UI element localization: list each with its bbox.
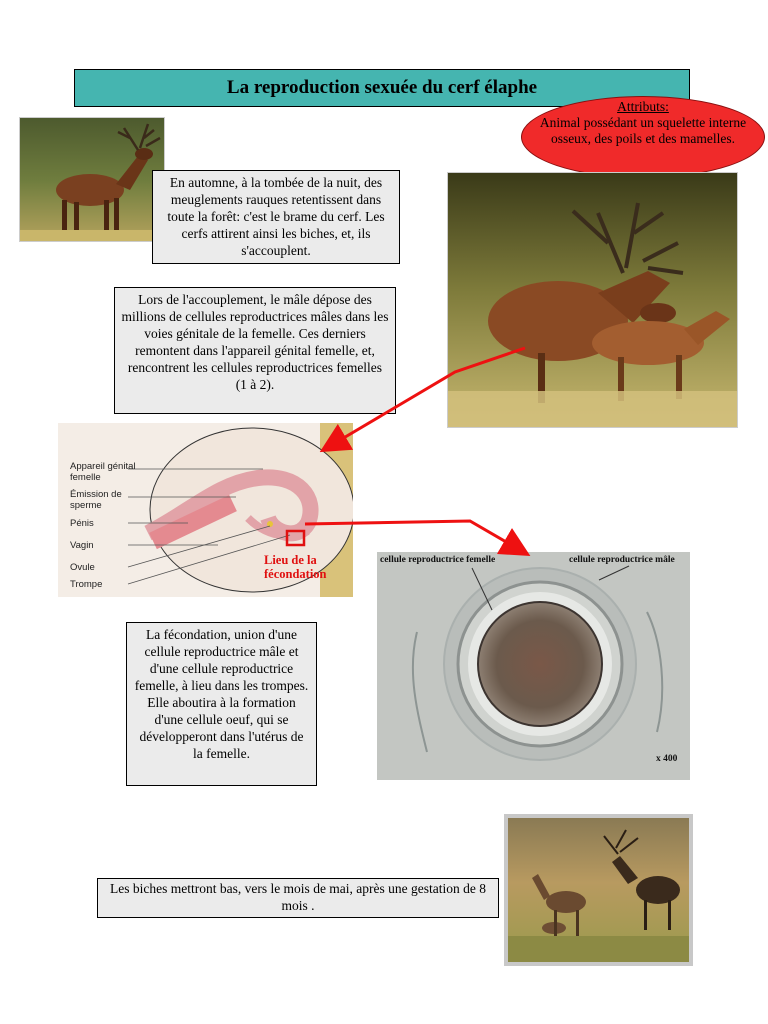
text-box-accouplement	[114, 287, 396, 414]
paragraph-fecondation-1: La fécondation, union d'une cellule reproductrice mâle et d'une cellule reproductrice femelle, à lieu dans les trompes.	[134, 627, 309, 693]
label-male-cell: cellule reproductrice mâle	[569, 555, 675, 565]
paragraph-brame: En automne, à la tombée de la nuit, des meuglements rauques retentissent dans toute la forêt: c'est le brame du cerf. Les cerfs attirent ainsi les biches, et, ils s'accouplent.	[167, 175, 385, 258]
paragraph-gestation: Les biches mettront bas, vers le mois de mai, après une gestation de 8 mois .	[109, 881, 487, 913]
label-lieu-fecondation: Lieu de la fécondation	[264, 553, 327, 581]
label-penis: Pénis	[70, 518, 94, 529]
attributes-text: Animal possédant un squelette interne osseux, des poils et des mamelles.	[539, 115, 747, 146]
text-box-brame	[152, 170, 400, 264]
page-title-text: La reproduction sexuée du cerf élaphe	[226, 77, 538, 98]
label-emission-sperme: Émission de sperme	[70, 489, 122, 511]
egg-cell-micrograph	[377, 552, 690, 780]
attributes-bubble	[521, 96, 765, 178]
paragraph-accouplement: Lors de l'accouplement, le mâle dépose des millions de cellules reproductrices mâles dans les voies génitale de la femelle. Ces derniers remontent dans l'appareil génital femelle, et, rencontrent les cellules reproductrices femelles (1 à 2).	[121, 292, 389, 392]
label-female-cell: cellule reproductrice femelle	[380, 555, 496, 565]
stag-bellowing-photo	[19, 117, 165, 242]
label-magnification: x 400	[656, 754, 678, 764]
deer-family-photo	[504, 814, 693, 966]
text-box-fecondation	[126, 622, 317, 786]
text-box-gestation	[97, 878, 499, 918]
paragraph-fecondation-2: Elle aboutira à la formation d'une cellule oeuf, qui se développeront dans l'utérus de la femelle.	[139, 695, 304, 761]
label-appareil-genital: Appareil génital femelle	[70, 461, 136, 483]
label-vagin: Vagin	[70, 540, 94, 551]
reproductive-diagram	[58, 423, 353, 597]
label-trompe: Trompe	[70, 579, 103, 590]
deer-mating-photo	[447, 172, 738, 428]
attributes-heading: Attributs:	[617, 99, 669, 114]
label-ovule: Ovule	[70, 562, 95, 573]
